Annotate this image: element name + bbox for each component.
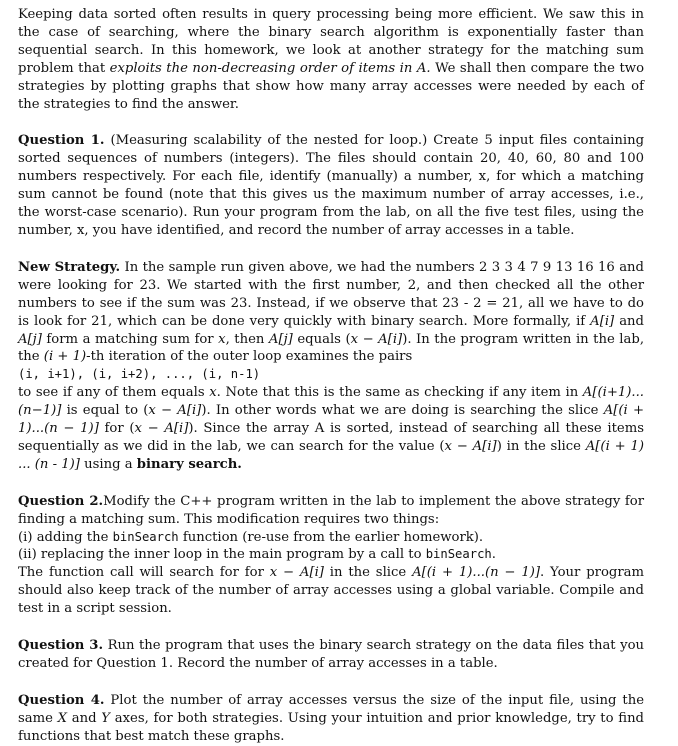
strategy-text: − bbox=[451, 438, 473, 454]
math-term: x bbox=[134, 421, 142, 437]
strategy-text: equals ( bbox=[292, 331, 351, 347]
math-term: A[i] bbox=[164, 421, 189, 437]
new-strategy bbox=[18, 259, 644, 474]
math-term: X bbox=[57, 710, 68, 726]
math-term: A[j] bbox=[18, 331, 42, 347]
detail-text: The function call will search for for bbox=[18, 565, 270, 581]
question-4 bbox=[18, 692, 644, 746]
math-term: x bbox=[209, 385, 217, 401]
math-term: A[(i + 1) ... (n - 1)] bbox=[18, 438, 644, 472]
strategy-text: for ( bbox=[98, 421, 135, 437]
math-term: A[(i + 1)...(n − 1)] bbox=[18, 403, 644, 437]
strategy-text: − bbox=[155, 403, 178, 419]
question-1-label: Question 1. bbox=[18, 133, 105, 149]
strategy-text: − bbox=[141, 421, 165, 437]
intro-text: Keeping data sorted often results in query processing being more efficient. We saw this in the case of searching, where the binary search algorithm is exponentially faster than sequential search. In this homework, we look at another strategy for the matching sum problem that bbox=[18, 7, 644, 76]
question-2-label: Question 2. bbox=[18, 493, 104, 509]
math-term: A[(i+1)...(n−1)] bbox=[18, 385, 644, 419]
question-2-text: Modify the C++ program written in the lab to implement the above strategy for finding a matching sum. This modification requires two things: bbox=[18, 493, 644, 527]
intro-emphasis: exploits the non-decreasing order of items in A. bbox=[109, 60, 431, 76]
math-term: A[i] bbox=[177, 403, 202, 419]
strategy-text: using a bbox=[79, 456, 137, 472]
strategy-text: . Note that this is the same as checking if any item in bbox=[216, 385, 583, 401]
math-term: A[i] bbox=[378, 331, 403, 347]
item-text: (ii) replacing the inner loop in the main program by a call to bbox=[18, 547, 426, 563]
item-text: function (re-use from the earlier homework). bbox=[178, 529, 484, 545]
question-4-text: Plot the number of array accesses versus the size of the input file, using the same bbox=[18, 692, 644, 726]
math-term: Y bbox=[101, 710, 111, 726]
math-term: x bbox=[350, 331, 359, 347]
question-4-text: and bbox=[67, 710, 102, 726]
item-text: (i) adding the bbox=[18, 529, 113, 545]
question-1 bbox=[18, 132, 644, 239]
math-term: x bbox=[218, 331, 226, 347]
detail-text: − bbox=[277, 565, 300, 581]
math-term: x bbox=[269, 565, 278, 581]
question-3 bbox=[18, 637, 644, 673]
math-term: A[(i + 1)...(n − 1)] bbox=[412, 565, 541, 581]
detail-text: in the slice bbox=[323, 565, 413, 581]
intro-text-end: We shall then compare the two strategies by plotting graphs that show how many array accesses were needed by each of the strategies to find the answer. bbox=[18, 60, 645, 112]
strategy-text: form a matching sum for bbox=[41, 331, 219, 347]
math-term: x bbox=[444, 438, 452, 454]
new-strategy-label: New Strategy. bbox=[18, 259, 121, 275]
strategy-text: -th iteration of the outer loop examines the pairs bbox=[86, 349, 413, 365]
math-term: A[i] bbox=[299, 565, 324, 581]
question-2-intro bbox=[18, 493, 644, 529]
strategy-text: is equal to ( bbox=[61, 403, 149, 419]
strategy-text: ). In the program written in the lab, the bbox=[18, 331, 645, 365]
detail-text: . Your program should also keep track of the number of array accesses using a global variable. Compile and test in a script session. bbox=[18, 565, 644, 617]
pairs-code: (i, i+1), (i, i+2), ..., (i, n-1) bbox=[18, 367, 261, 382]
question-2-item-i bbox=[18, 529, 644, 547]
strategy-text: In the sample run given above, we had the numbers 2 3 3 4 7 9 13 16 16 and were looking for 23. We started with the first number, 2, and then checked all the other numbers to see if the sum was 23. Instead, if we observe that 23 - 2 = 21, all we have to do is look for 21, which can be done very quickly with binary search. More formally, if bbox=[18, 259, 644, 329]
strategy-text: to see if any of them equals bbox=[18, 385, 210, 401]
strategy-text: ) in the slice bbox=[496, 438, 586, 454]
question-4-text: axes, for both strategies. Using your intuition and prior knowledge, try to find functions that best match these graphs. bbox=[18, 710, 644, 744]
code-binsearch: binSearch bbox=[112, 529, 179, 544]
math-term: A[i] bbox=[590, 313, 615, 329]
question-2-details bbox=[18, 564, 644, 618]
code-binsearch: binSearch bbox=[425, 547, 492, 562]
question-4-label: Question 4. bbox=[18, 692, 105, 708]
question-3-text: Run the program that uses the binary search strategy on the data files that you created for Question 1. Record the number of array accesses in a table. bbox=[18, 638, 645, 671]
question-3-label: Question 3. bbox=[18, 638, 104, 654]
math-term: A[i] bbox=[472, 438, 497, 454]
item-text: . bbox=[491, 547, 496, 563]
strategy-text: , then bbox=[225, 331, 269, 347]
question-1-text: (Measuring scalability of the nested for loop.) Create 5 input files containing sorted sequences of numbers (integers). The files should contain 20, 40, 60, 80 and 100 numbers respectively. For each file, identify (manually) a number, x, for which a matching sum cannot be found (note that this gives us the maximum number of array accesses, i.e., the worst-case scenario). Run your program from the lab, on all the five test files, using the number, x, you have identified, and record the number of array accesses in a table. bbox=[18, 133, 645, 238]
math-term: (i + 1) bbox=[43, 349, 87, 365]
intro-paragraph bbox=[18, 6, 644, 113]
math-term: x bbox=[148, 403, 156, 419]
question-2 bbox=[18, 493, 644, 618]
strategy-text: ). Since the array A is sorted, instead of searching all these items sequentially as we did in the lab, we can search for the value ( bbox=[18, 421, 644, 454]
homework-page bbox=[18, 6, 644, 746]
strategy-text: − bbox=[358, 331, 379, 347]
strategy-text: and bbox=[614, 313, 644, 329]
strategy-text: ). In other words what we are doing is searching the slice bbox=[201, 403, 604, 419]
math-term: A[j] bbox=[268, 331, 293, 347]
binary-search-term: binary search. bbox=[136, 456, 242, 472]
question-2-item-ii bbox=[18, 546, 644, 564]
